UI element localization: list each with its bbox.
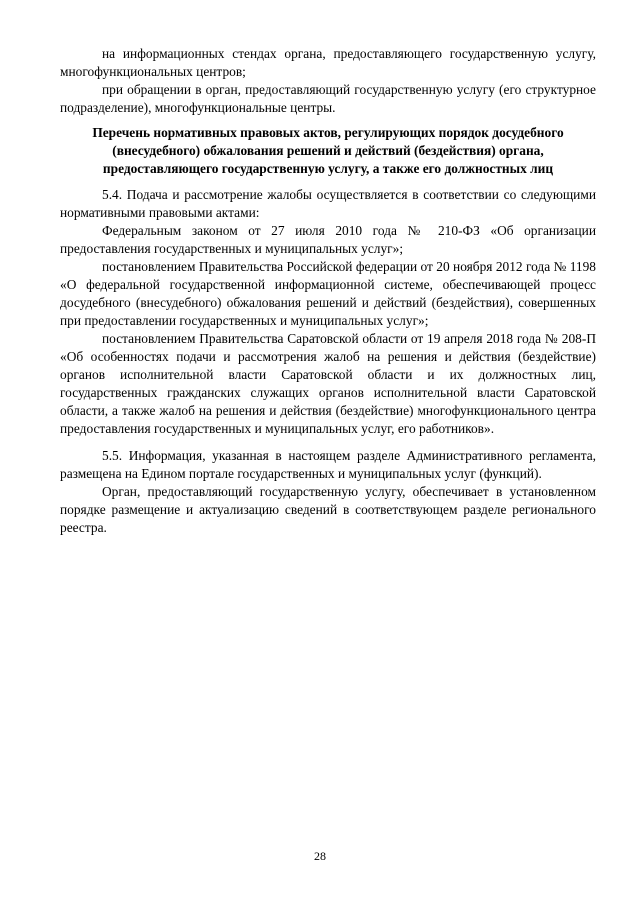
paragraph-federal-law: Федеральным законом от 27 июля 2010 года № 210-ФЗ «Об организации предоставления государственных и муниципальных услуг»;	[60, 223, 596, 256]
document-body	[60, 45, 596, 537]
paragraph-government-resolution: постановлением Правительства Российской федерации от 20 ноября 2012 года № 1198 «О федеральной государственной информационной системе, обеспечивающей процесс досудебного (внесудебного) обжалования решений и действий (бездействия), совершенных при предоставлении государственных и муниципальных услуг»;	[60, 259, 596, 328]
section-heading: Перечень нормативных правовых актов, регулирующих порядок досудебного (внесудебного) обжалования решений и действий (бездействия) органа, предоставляющего государственную услугу, а также его должностных лиц	[92, 125, 564, 176]
paragraph-registry-info: Орган, предоставляющий государственную услугу, обеспечивает в установленном порядке размещение и актуализацию сведений в соответствующем разделе регионального реестра.	[60, 484, 596, 535]
paragraph-5-4: 5.4. Подача и рассмотрение жалобы осуществляется в соответствии со следующими нормативными правовыми актами:	[60, 187, 596, 220]
page-number: 28	[314, 849, 326, 863]
paragraph-info-stands: на информационных стендах органа, предоставляющего государственную услугу, многофункциональных центров;	[60, 46, 596, 79]
paragraph-saratov-resolution: постановлением Правительства Саратовской области от 19 апреля 2018 года № 208-П «Об особенностях подачи и рассмотрения жалоб на решения и действия (бездействие) органов исполнительной власти Саратовской области и их должностных лиц, государственных гражданских служащих органов исполнительной власти Саратовской области, а также жалоб на решения и действия (бездействие) многофункционального центра предоставления государственных и муниципальных услуг, его работников».	[60, 331, 596, 436]
paragraph-5-5: 5.5. Информация, указанная в настоящем разделе Административного регламента, размещена на Едином портале государственных и муниципальных услуг (функций).	[60, 448, 596, 481]
paragraph-organ-appeal: при обращении в орган, предоставляющий государственную услугу (его структурное подразделение), многофункциональные центры.	[60, 82, 596, 115]
